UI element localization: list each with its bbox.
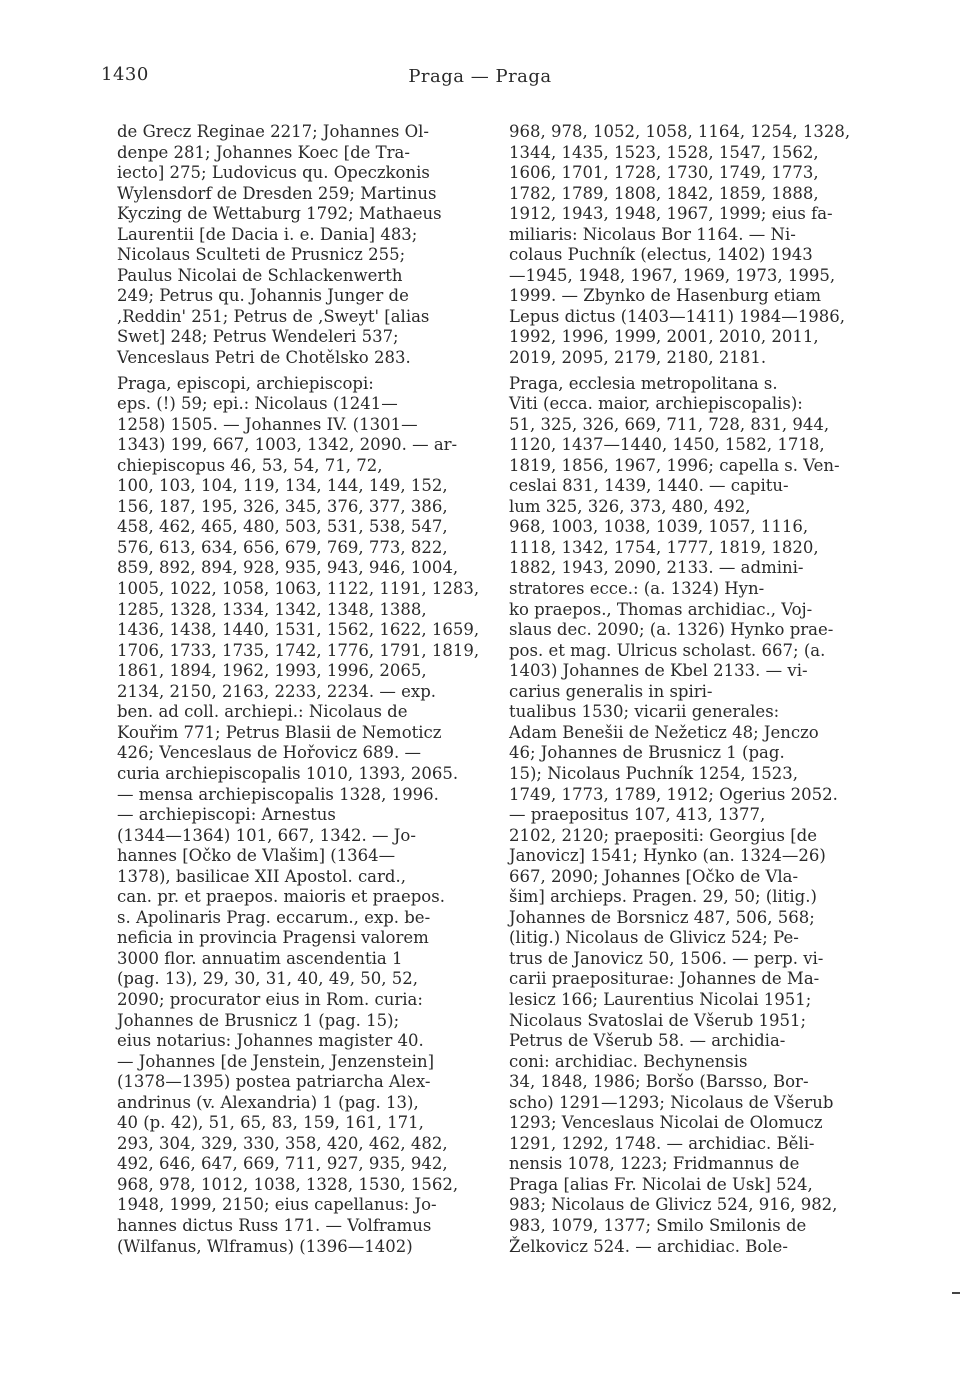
text-line: 2134, 2150, 2163, 2233, 2234. — exp. bbox=[117, 681, 437, 701]
text-line: Wylensdorf de Dresden 259; Martinus bbox=[117, 183, 437, 203]
text-line: eps. (!) 59; epi.: Nicolaus (1241— bbox=[117, 394, 398, 414]
text-line: 1258) 1505. — Johannes IV. (1301— bbox=[117, 414, 418, 434]
text-line: 968, 1003, 1038, 1039, 1057, 1116, bbox=[509, 517, 809, 537]
text-line: Petrus de Všerub 58. — archidia- bbox=[509, 1031, 786, 1051]
text-line: 1999. — Zbynko de Hasenburg etiam bbox=[509, 286, 822, 306]
text-line: hannes [Očko de Vlašim] (1364— bbox=[117, 846, 396, 866]
text-line: 1861, 1894, 1962, 1993, 1996, 2065, bbox=[117, 661, 427, 681]
text-line: 3000 flor. annuatim ascendentia 1 bbox=[117, 948, 403, 968]
text-line: (pag. 13), 29, 30, 31, 40, 49, 50, 52, bbox=[117, 969, 418, 989]
text-line: 1782, 1789, 1808, 1842, 1859, 1888, bbox=[509, 183, 819, 203]
text-line: trus de Janovicz 50, 1506. — perp. vi- bbox=[509, 948, 824, 968]
text-line: andrinus (v. Alexandria) 1 (pag. 13), bbox=[117, 1092, 419, 1112]
text-line: 2090; procurator eius in Rom. curia: bbox=[117, 989, 423, 1009]
text-line: 1436, 1438, 1440, 1531, 1562, 1622, 1659, bbox=[117, 620, 480, 640]
text-line: Praga, episcopi, archiepiscopi: bbox=[117, 373, 374, 393]
text-line: 249; Petrus qu. Johannis Junger de bbox=[117, 286, 409, 306]
text-line: 492, 646, 647, 669, 711, 927, 935, 942, bbox=[117, 1154, 448, 1174]
text-line: ceslai 831, 1439, 1440. — capitu- bbox=[509, 476, 789, 496]
text-line: —1945, 1948, 1967, 1969, 1973, 1995, bbox=[509, 265, 836, 285]
text-line: 2019, 2095, 2179, 2180, 2181. bbox=[509, 348, 767, 368]
text-line: 1749, 1773, 1789, 1912; Ogerius 2052. bbox=[509, 784, 838, 804]
text-line: 1882, 1943, 2090, 2133. — admini- bbox=[509, 558, 804, 578]
text-line: 1291, 1292, 1748. — archidiac. Běli- bbox=[509, 1133, 815, 1153]
text-line: 1992, 1996, 1999, 2001, 2010, 2011, bbox=[509, 327, 819, 347]
text-line: (1378—1395) postea patriarcha Alex- bbox=[117, 1072, 431, 1092]
text-line: 426; Venceslaus de Hořovicz 689. — bbox=[117, 743, 421, 763]
text-line: 983, 1079, 1377; Smilo Smilonis de bbox=[509, 1215, 807, 1235]
text-line: 1378), basilicae XII Apostol. card., bbox=[117, 866, 406, 886]
text-line: Johannes de Borsnicz 487, 506, 568; bbox=[509, 907, 815, 927]
text-line: 667, 2090; Johannes [Očko de Vla- bbox=[509, 866, 799, 886]
text-line: 1343) 199, 667, 1003, 1342, 2090. — ar- bbox=[117, 435, 458, 455]
text-line: Adam Benešii de Nežeticz 48; Jenczo bbox=[509, 722, 819, 742]
text-line: can. pr. et praepos. maioris et praepos. bbox=[117, 887, 445, 907]
text-line: tualibus 1530; vicarii generales: bbox=[509, 702, 780, 722]
text-line: 1403) Johannes de Kbel 2133. — vi- bbox=[509, 661, 808, 681]
text-line: — Johannes [de Jenstein, Jenzenstein] bbox=[117, 1051, 435, 1071]
running-head: Praga — Praga bbox=[408, 66, 552, 87]
text-line: — archiepiscopi: Arnestus bbox=[117, 805, 336, 825]
text-line: 293, 304, 329, 330, 358, 420, 462, 482, bbox=[117, 1133, 448, 1153]
text-line: pos. et mag. Ulricus scholast. 667; (a. bbox=[509, 640, 826, 660]
text-line: 1606, 1701, 1728, 1730, 1749, 1773, bbox=[509, 163, 819, 183]
text-line: curia archiepiscopalis 1010, 1393, 2065. bbox=[117, 763, 459, 783]
text-line: de Grecz Reginae 2217; Johannes Ol- bbox=[117, 122, 430, 141]
text-line: Praga [alias Fr. Nicolai de Usk] 524, bbox=[509, 1174, 813, 1194]
text-line: 40 (p. 42), 51, 65, 83, 159, 161, 171, bbox=[117, 1113, 424, 1133]
text-line: 1706, 1733, 1735, 1742, 1776, 1791, 1819, bbox=[117, 640, 480, 660]
text-line: 156, 187, 195, 326, 345, 376, 377, 386, bbox=[117, 496, 448, 516]
text-line: scho) 1291—1293; Nicolaus de Všerub bbox=[509, 1092, 834, 1112]
text-line: coni: archidiac. Bechynensis bbox=[509, 1051, 748, 1071]
text-line: Venceslaus Petri de Chotělsko 283. bbox=[117, 348, 411, 368]
text-line: 1285, 1328, 1334, 1342, 1348, 1388, bbox=[117, 599, 427, 619]
text-line: 1819, 1856, 1967, 1996; capella s. Ven- bbox=[509, 455, 840, 475]
text-line: 576, 613, 634, 656, 679, 769, 773, 822, bbox=[117, 537, 448, 557]
text-line: 1912, 1943, 1948, 1967, 1999; eius fa- bbox=[509, 204, 833, 224]
text-line: neficia in provincia Pragensi valorem bbox=[117, 928, 429, 948]
text-line: carius generalis in spiri- bbox=[509, 681, 713, 701]
text-line: 34, 1848, 1986; Boršo (Barsso, Bor- bbox=[509, 1072, 809, 1092]
text-line: Nicolaus Sculteti de Prusnicz 255; bbox=[117, 245, 406, 265]
text-line: Paulus Nicolai de Schlackenwerth bbox=[117, 265, 403, 285]
text-line: hannes dictus Russ 171. — Volframus bbox=[117, 1215, 432, 1235]
text-line: 458, 462, 465, 480, 503, 531, 538, 547, bbox=[117, 517, 448, 537]
text-line: 1005, 1022, 1058, 1063, 1122, 1191, 1283, bbox=[117, 579, 480, 599]
text-line: — praepositus 107, 413, 1377, bbox=[509, 805, 766, 825]
text-line: slaus dec. 2090; (a. 1326) Hynko prae- bbox=[509, 620, 834, 640]
text-line: (litig.) Nicolaus de Glivicz 524; Pe- bbox=[509, 928, 799, 948]
text-line: denpe 281; Johannes Koec [de Tra- bbox=[117, 142, 410, 162]
text-line: Lepus dictus (1403—1411) 1984—1986, bbox=[509, 306, 846, 326]
text-line: iecto] 275; Ludovicus qu. Opeczkonis bbox=[117, 163, 430, 183]
text-line: Želkovicz 524. — archidiac. Bole- bbox=[509, 1236, 788, 1256]
text-line: 859, 892, 894, 928, 935, 943, 946, 1004, bbox=[117, 558, 459, 578]
text-line: Janovicz] 1541; Hynko (an. 1324—26) bbox=[509, 846, 826, 866]
text-line: eius notarius: Johannes magister 40. bbox=[117, 1031, 424, 1051]
text-line: 1344, 1435, 1523, 1528, 1547, 1562, bbox=[509, 142, 819, 162]
text-line: Swet] 248; Petrus Wendeleri 537; bbox=[117, 327, 399, 347]
text-line: stratores ecce.: (a. 1324) Hyn- bbox=[509, 579, 765, 599]
text-line: 968, 978, 1012, 1038, 1328, 1530, 1562, bbox=[117, 1174, 459, 1194]
text-line: 15); Nicolaus Puchník 1254, 1523, bbox=[509, 763, 799, 783]
text-line: Johannes de Brusnicz 1 (pag. 15); bbox=[117, 1010, 400, 1030]
text-line: s. Apolinaris Prag. eccarum., exp. be- bbox=[117, 907, 431, 927]
text-line: ,Reddin' 251; Petrus de ,Sweyt' [alias bbox=[117, 306, 430, 326]
page-number: 1430 bbox=[101, 64, 149, 85]
text-line: 1118, 1342, 1754, 1777, 1819, 1820, bbox=[509, 537, 819, 557]
text-line: chiepiscopus 46, 53, 54, 71, 72, bbox=[117, 455, 383, 475]
text-line: carii praepositurae: Johannes de Ma- bbox=[509, 969, 820, 989]
text-line: — mensa archiepiscopalis 1328, 1996. bbox=[117, 784, 439, 804]
text-line: Kouřim 771; Petrus Blasii de Nemoticz bbox=[117, 722, 442, 742]
left-text-column bbox=[117, 122, 480, 1257]
text-line: colaus Puchník (electus, 1402) 1943 bbox=[509, 245, 813, 265]
text-line: 968, 978, 1052, 1058, 1164, 1254, 1328, bbox=[509, 122, 851, 141]
text-line: 1293; Venceslaus Nicolai de Olomucz bbox=[509, 1113, 823, 1133]
text-line: ben. ad coll. archiepi.: Nicolaus de bbox=[117, 702, 408, 722]
text-line: 100, 103, 104, 119, 134, 144, 149, 152, bbox=[117, 476, 448, 496]
text-line: 46; Johannes de Brusnicz 1 (pag. bbox=[509, 743, 785, 763]
text-line: lum 325, 326, 373, 480, 492, bbox=[509, 496, 751, 516]
text-line: 51, 325, 326, 669, 711, 728, 831, 944, bbox=[509, 414, 830, 434]
text-line: Viti (ecca. maior, archiepiscopalis): bbox=[509, 394, 803, 414]
text-line: šim] archieps. Pragen. 29, 50; (litig.) bbox=[509, 887, 817, 907]
text-line: miliaris: Nicolaus Bor 1164. — Ni- bbox=[509, 224, 796, 244]
text-line: 1120, 1437—1440, 1450, 1582, 1718, bbox=[509, 435, 825, 455]
text-line: (1344—1364) 101, 667, 1342. — Jo- bbox=[117, 825, 416, 845]
text-line: Laurentii [de Dacia i. e. Dania] 483; bbox=[117, 224, 418, 244]
text-line: ko praepos., Thomas archidiac., Voj- bbox=[509, 599, 813, 619]
text-line: 1948, 1999, 2150; eius capellanus: Jo- bbox=[117, 1195, 437, 1215]
margin-mark bbox=[952, 1292, 960, 1294]
text-line: 2102, 2120; praepositi: Georgius [de bbox=[509, 825, 817, 845]
text-line: Kyczing de Wettaburg 1792; Mathaeus bbox=[117, 204, 442, 224]
text-line: nensis 1078, 1223; Fridmannus de bbox=[509, 1154, 800, 1174]
text-line: 983; Nicolaus de Glivicz 524, 916, 982, bbox=[509, 1195, 838, 1215]
text-line: Praga, ecclesia metropolitana s. bbox=[509, 373, 778, 393]
text-line: lesicz 166; Laurentius Nicolai 1951; bbox=[509, 989, 812, 1009]
text-line: Nicolaus Svatoslai de Všerub 1951; bbox=[509, 1010, 807, 1030]
text-line: (Wilfanus, Wlframus) (1396—1402) bbox=[117, 1236, 413, 1256]
right-text-column bbox=[509, 122, 849, 1257]
